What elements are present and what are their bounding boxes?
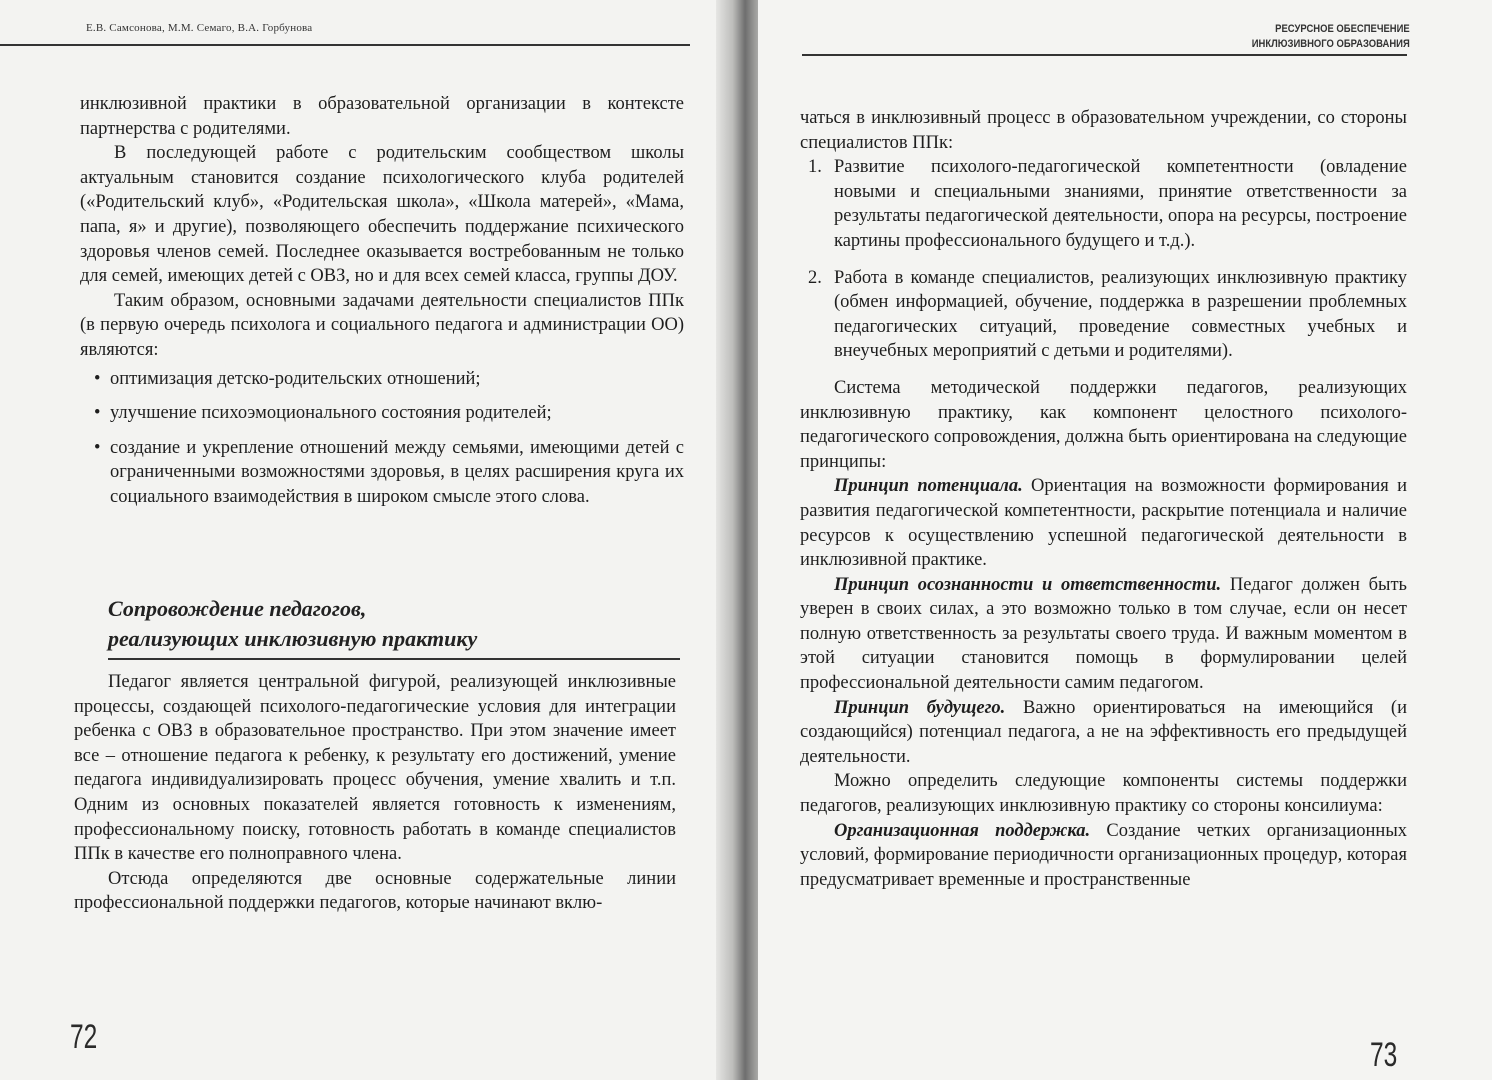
running-head-line-1: РЕСУРСНОЕ ОБЕСПЕЧЕНИЕ (1275, 23, 1410, 35)
tasks-list (80, 367, 684, 510)
principle-paragraph (800, 474, 1407, 572)
component-term: Организационная поддержка. (834, 820, 1091, 841)
page-number-right: 73 (1370, 1036, 1398, 1074)
header-rule (0, 44, 690, 46)
left-text-bottom (74, 670, 676, 916)
paragraph: Можно определить следующие компоненты системы поддержки педагогов, реализующих инклюзивную практику со стороны консилиума: (800, 771, 1407, 817)
heading-rule (108, 658, 680, 660)
page-number-left: 72 (70, 1018, 98, 1056)
running-head-section (1252, 22, 1410, 52)
list-item: • оптимизация детско-родительских отношений; (80, 367, 684, 392)
paragraph: Отсюда определяются две основные содержательные линии профессиональной поддержки педагогов, которые начинают вклю- (74, 868, 676, 914)
paragraph: Система методической поддержки педагогов, реализующих инклюзивную практику, как компонент целостного психолого-педагогического сопровождения, должна быть ориентирована на следующие принципы: (800, 377, 1407, 472)
component-paragraph (800, 819, 1407, 893)
support-lines-list (800, 155, 1407, 364)
list-item (800, 155, 1407, 253)
list-number: 2. (808, 267, 822, 288)
paragraph: чаться в инклюзивный процесс в образовательном учреждении, со стороны специалистов ППк: (800, 108, 1407, 153)
principle-paragraph (800, 573, 1407, 696)
component-text: Создание четких организационных условий, формирование периодичности организационных процедур, которая предусматривает временные и пространственные (800, 820, 1407, 890)
running-head-line-2: ИНКЛЮЗИВНОГО ОБРАЗОВАНИЯ (1251, 38, 1410, 50)
principle-text: Важно ориентироваться на имеющийся (и создающийся) потенциал педагога, а не на эффективность его предыдущей деятельности. (800, 697, 1407, 767)
principle-text: Педагог должен быть уверен в своих силах, а это возможно только в том случае, если он несет полную ответственность за результаты своего труда. И важным моментом в этой ситуации становится помощь в формулировании целей профессиональной деятельности самим педагогом. (800, 574, 1407, 694)
principle-term: Принцип потенциала. (834, 476, 1023, 497)
running-head-authors: Е.В. Самсонова, М.М. Семаго, В.А. Горбунова (86, 22, 313, 34)
list-item: • создание и укрепление отношений между семьями, имеющими детей с ограниченными возможностями здоровья, в целях расширения круга их социального взаимодействия в широком смысле этого слова. (80, 436, 684, 510)
right-page (758, 0, 1492, 1080)
principle-text: Ориентация на возможности формирования и развития педагогической компетентности, раскрытие потенциала и наличие ресурсов к осуществлению успешной педагогической деятельности в инклюзивной практике. (800, 476, 1407, 571)
left-page (0, 0, 728, 1080)
principle-paragraph (800, 696, 1407, 770)
list-item-text: Развитие психолого-педагогической компетентности (овладение новыми и специальными знаниями, принятие ответственности за результаты педагогической деятельности, опора на ресурсы, построение картины профессионального будущего и т.д.). (834, 157, 1407, 251)
paragraph: В последующей работе с родительским сообществом школы актуальным становится создание психологического клуба родителей («Родительский клуб», «Родительская школа», «Школа матерей», «Мама, папа, я» и другие), позволяющего обеспечить поддержание психического здоровья членов семей. Последнее оказывается востребованным не только для семей, имеющих детей с ОВЗ, но и для всех семей класса, группы ДОУ. (80, 143, 684, 287)
principle-term: Принцип будущего. (834, 697, 1006, 718)
principle-term: Принцип осознанности и ответственности. (834, 574, 1222, 595)
header-rule (802, 54, 1407, 56)
section-heading (108, 594, 680, 660)
list-item-text: Работа в команде специалистов, реализующих инклюзивную практику (обмен информацией, обучение, поддержка в разрешении проблемных педагогических ситуаций, проведение совместных учебных и внеучебных мероприятий с детьми и родителями). (834, 267, 1407, 362)
right-text (800, 106, 1407, 892)
section-heading-line-1: Сопровождение педагогов, (108, 596, 367, 621)
left-text-top (80, 92, 684, 520)
paragraph: инклюзивной практики в образовательной организации в контексте партнерства с родителями. (80, 94, 684, 139)
list-number: 1. (808, 157, 822, 178)
list-item (800, 266, 1407, 364)
paragraph: Педагог является центральной фигурой, реализующей инклюзивные процессы, создающей психолого-педагогические условия для интеграции ребенка с ОВЗ в образовательное пространство. При этом значение имеет все – отношение педагога к ребенку, к результату его достижений, умение педагога индивидуализировать процесс обучения, умение хвалить и т.п. Одним из основных показателей является готовность к изменениям, профессиональному поиску, готовность работать в команде специалистов ППк в качестве его полноправного члена. (74, 672, 676, 865)
paragraph: Таким образом, основными задачами деятельности специалистов ППк (в первую очередь психолога и социального педагога и администрации ОО) являются: (80, 290, 684, 360)
section-heading-line-2: реализующих инклюзивную практику (108, 626, 478, 651)
list-item: • улучшение психоэмоционального состояния родителей; (80, 401, 684, 426)
